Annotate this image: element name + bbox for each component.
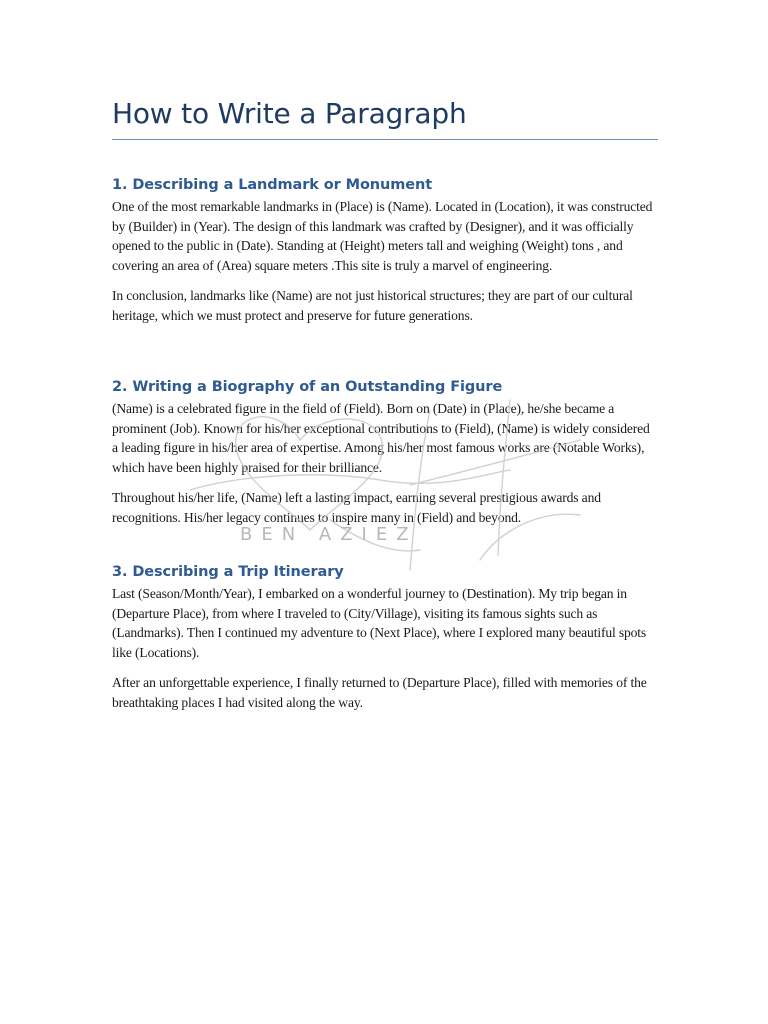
section-heading: 3. Describing a Trip Itinerary [112,564,344,580]
page-title: How to Write a Paragraph [112,97,467,130]
section-paragraph: One of the most remarkable landmarks in (Place) is (Name). Located in (Location), it was constructed by (Builder) in (Year). The design of this landmark was crafted by (Designer), and it was officially opened to the public in (Date). Standing at (Height) meters tall and weighing (Weight) tons , and covering an area of (Area) square meters .This site is truly a marvel of engineering. [112,199,653,273]
section-paragraph: After an unforgettable experience, I finally returned to (Departure Place), filled with memories of the breathtaking places I had visited along the way. [112,675,647,710]
section-landmark [112,174,658,336]
section-paragraph: Throughout his/her life, (Name) left a lasting impact, earning several prestigious awards and recognitions. His/her legacy continues to inspire many in (Field) and beyond. [112,490,601,525]
section-trip [112,561,658,723]
section-heading: 2. Writing a Biography of an Outstanding Figure [112,379,503,395]
section-paragraph: (Name) is a celebrated figure in the field of (Field). Born on (Date) in (Place), he/she became a prominent (Job). Known for his/her exceptional contributions to (Field), (Name) is widely considered a leading figure in his/her area of expertise. Among his/her most famous works are (Notable Works), which have been highly praised for their brilliance. [112,401,650,475]
section-paragraph: In conclusion, landmarks like (Name) are not just historical structures; they are part of our cultural heritage, which we must protect and preserve for future generations. [112,288,633,323]
section-heading: 1. Describing a Landmark or Monument [112,177,433,193]
section-biography [112,376,658,538]
watermark-text: BEN AZIEZ [240,524,418,545]
title-underline [112,139,658,140]
section-paragraph: Last (Season/Month/Year), I embarked on a wonderful journey to (Destination). My trip began in (Departure Place), from where I traveled to (City/Village), visiting its famous sights such as (Landmarks). Then I continued my adventure to (Next Place), where I explored many beautiful spots like (Locations). [112,586,647,660]
